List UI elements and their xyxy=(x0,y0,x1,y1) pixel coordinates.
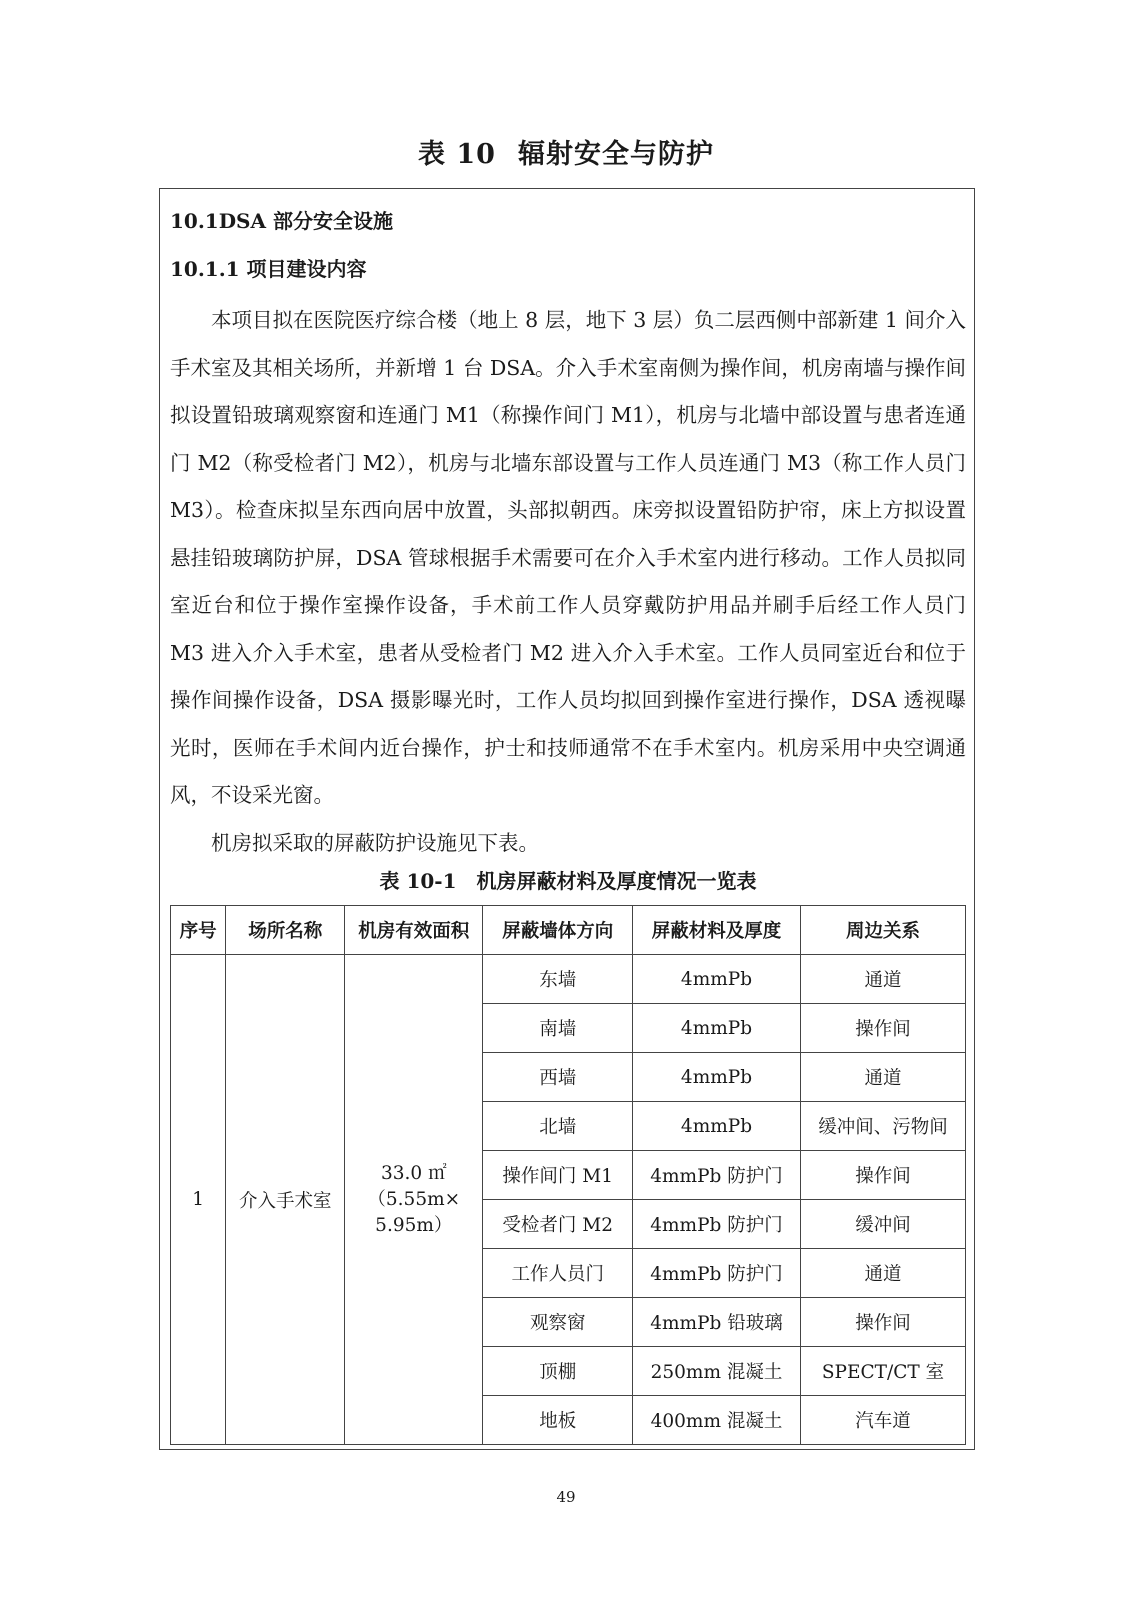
cell-material: 250mm 混凝土 xyxy=(633,1347,801,1396)
section-heading: 10.1DSA 部分安全设施 xyxy=(170,209,393,233)
cell-relation: 操作间 xyxy=(801,1004,966,1053)
cell-relation: 通道 xyxy=(801,1053,966,1102)
cell-direction: 北墙 xyxy=(483,1102,633,1151)
table-row xyxy=(171,955,966,1004)
cell-material: 4mmPb 铅玻璃 xyxy=(633,1298,801,1347)
section-body xyxy=(170,297,966,867)
table-header-row xyxy=(171,906,966,955)
cell-material: 4mmPb xyxy=(633,1102,801,1151)
page-title-text: 辐射安全与防护 xyxy=(517,139,714,170)
cell-material: 4mmPb 防护门 xyxy=(633,1151,801,1200)
cell-direction: 观察窗 xyxy=(483,1298,633,1347)
table-caption xyxy=(160,865,976,894)
cell-room-name: 介入手术室 xyxy=(226,955,345,1445)
cell-material: 4mmPb 防护门 xyxy=(633,1249,801,1298)
body-paragraph: 机房拟采取的屏蔽防护设施见下表。 xyxy=(211,830,539,855)
cell-material: 4mmPb 防护门 xyxy=(633,1200,801,1249)
column-header-index: 序号 xyxy=(171,906,226,955)
cell-direction: 顶棚 xyxy=(483,1347,633,1396)
column-header-relation: 周边关系 xyxy=(801,906,966,955)
cell-area-line: （5.55m× xyxy=(367,1188,461,1210)
cell-material: 4mmPb xyxy=(633,955,801,1004)
cell-relation: 通道 xyxy=(801,1249,966,1298)
column-header-room-name: 场所名称 xyxy=(226,906,345,955)
cell-direction: 东墙 xyxy=(483,955,633,1004)
column-header-material: 屏蔽材料及厚度 xyxy=(633,906,801,955)
column-header-direction: 屏蔽墙体方向 xyxy=(483,906,633,955)
cell-direction: 西墙 xyxy=(483,1053,633,1102)
cell-relation: 操作间 xyxy=(801,1151,966,1200)
cell-relation: 缓冲间 xyxy=(801,1200,966,1249)
column-header-area: 机房有效面积 xyxy=(345,906,483,955)
cell-area-line: 33.0 ㎡ xyxy=(381,1162,447,1184)
cell-material: 400mm 混凝土 xyxy=(633,1396,801,1445)
cell-direction: 南墙 xyxy=(483,1004,633,1053)
shielding-table xyxy=(170,905,966,1445)
table-caption-number: 表 10-1 xyxy=(379,869,457,893)
table-caption-text: 机房屏蔽材料及厚度情况一览表 xyxy=(476,869,757,893)
cell-index: 1 xyxy=(171,955,226,1445)
content-frame xyxy=(159,188,975,1450)
cell-relation: SPECT/CT 室 xyxy=(801,1347,966,1396)
cell-direction: 受检者门 M2 xyxy=(483,1200,633,1249)
cell-area xyxy=(345,955,483,1445)
page-title xyxy=(0,132,1132,171)
cell-material: 4mmPb xyxy=(633,1004,801,1053)
cell-direction: 工作人员门 xyxy=(483,1249,633,1298)
cell-direction: 地板 xyxy=(483,1396,633,1445)
cell-material: 4mmPb xyxy=(633,1053,801,1102)
cell-relation: 缓冲间、污物间 xyxy=(801,1102,966,1151)
cell-area-line: 5.95m） xyxy=(375,1214,453,1236)
cell-relation: 汽车道 xyxy=(801,1396,966,1445)
section-subheading: 10.1.1 项目建设内容 xyxy=(170,257,367,281)
cell-relation: 操作间 xyxy=(801,1298,966,1347)
cell-direction: 操作间门 M1 xyxy=(483,1151,633,1200)
page-number: 49 xyxy=(556,1488,576,1506)
page-title-number: 表 10 xyxy=(418,139,496,170)
cell-relation: 通道 xyxy=(801,955,966,1004)
body-paragraph: 本项目拟在医院医疗综合楼（地上 8 层，地下 3 层）负二层西侧中部新建 1 间介入手术室及其相关场所，并新增 1 台 DSA。介入手术室南侧为操作间，机房南墙与操作间拟设置铅玻璃观察窗和连通门 M1（称操作间门 M1），机房与北墙中部设置与患者连通门 M2（称受检者门 M2），机房与北墙东部设置与工作人员连通门 M3（称工作人员门 M3）。检查床拟呈东西向居中放置，头部拟朝西。床旁拟设置铅防护帘，床上方拟设置悬挂铅玻璃防护屏，DSA 管球根据手术需要可在介入手术室内进行移动。工作人员拟同室近台和位于操作室操作设备，手术前工作人员穿戴防护用品并刷手后经工作人员门 M3 进入介入手术室，患者从受检者门 M2 进入介入手术室。工作人员同室近台和位于操作间操作设备，DSA 摄影曝光时，工作人员均拟回到操作室进行操作，DSA 透视曝光时，医师在手术间内近台操作，护士和技师通常不在手术室内。机房采用中央空调通风，不设采光窗。 xyxy=(170,308,966,807)
